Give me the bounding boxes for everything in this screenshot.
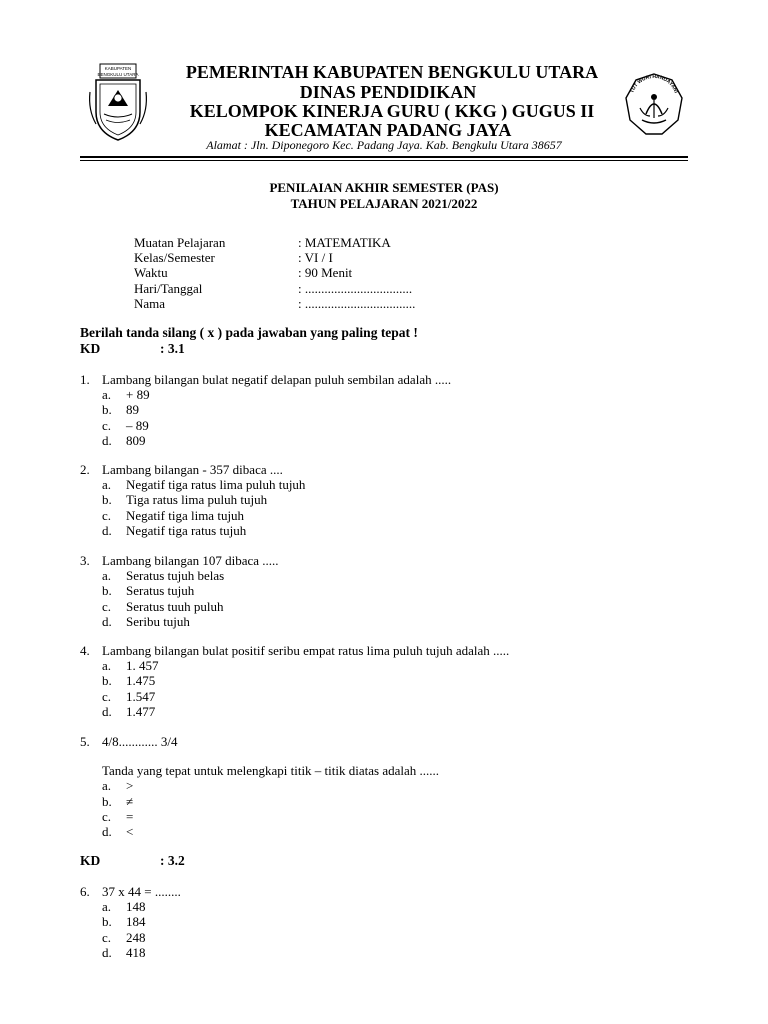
question-text: 4/8............ 3/4 (102, 734, 178, 749)
info-row (134, 281, 415, 296)
letterhead-rule-thick (80, 156, 688, 158)
kd-heading-2 (80, 853, 185, 869)
question-6 (80, 884, 181, 960)
kd-label: KD (80, 341, 101, 356)
instruction: Berilah tanda silang ( x ) pada jawaban yang paling tepat ! (80, 325, 418, 340)
option-c[interactable]: c. = (102, 808, 134, 824)
question-4 (80, 643, 509, 719)
option-b[interactable]: b. ≠ (102, 793, 134, 809)
question-3 (80, 553, 279, 629)
info-value: : 90 Menit (298, 265, 353, 281)
option-a[interactable]: a. > (102, 778, 134, 794)
question-text: 37 x 44 = ........ (102, 884, 181, 899)
info-row (134, 235, 415, 250)
option-d[interactable]: d. Seribu tujuh (102, 613, 190, 629)
option-c[interactable]: c. Seratus tuuh puluh (102, 598, 224, 614)
option-c[interactable]: c. Negatif tiga lima tujuh (102, 507, 245, 523)
letterhead-address: Alamat : Jln. Diponegoro Kec. Padang Jaya. Kab. Bengkulu Utara 38657 (206, 138, 562, 152)
question-number: 1. (80, 372, 90, 387)
question-number: 2. (80, 462, 90, 477)
option-b[interactable]: b. Tiga ratus lima puluh tujuh (102, 492, 268, 508)
kd-value: : 3.2 (160, 853, 185, 868)
question-text: Lambang bilangan bulat negatif delapan puluh sembilan adalah ..... (102, 372, 452, 387)
info-value: : ................................. (298, 280, 413, 296)
kd-label: KD (80, 853, 101, 868)
svg-text:KABUPATEN: KABUPATEN (104, 66, 132, 71)
svg-text:TUT WURI HANDAYANI: TUT WURI HANDAYANI (629, 73, 679, 94)
info-label: Muatan Pelajaran (134, 235, 226, 250)
info-label: Nama (134, 295, 166, 311)
letterhead-line-1: PEMERINTAH KABUPATEN BENGKULU UTARA (185, 62, 599, 82)
question-text: Lambang bilangan - 357 dibaca .... (102, 462, 283, 477)
question-number: 3. (80, 553, 90, 568)
info-label: Kelas/Semester (134, 250, 215, 266)
kd-heading-1 (80, 341, 185, 357)
option-a[interactable]: a. 148 (102, 899, 146, 915)
info-row (134, 265, 415, 280)
info-value: : MATEMATIKA (298, 235, 391, 250)
option-b[interactable]: b. 89 (102, 402, 139, 418)
option-d[interactable]: d. 809 (102, 432, 146, 448)
option-c[interactable]: c. – 89 (102, 417, 149, 433)
option-b[interactable]: b. Seratus tujuh (102, 583, 195, 599)
letterhead-line-3: KELOMPOK KINERJA GURU ( KKG ) GUGUS II (189, 101, 595, 121)
info-label: Hari/Tanggal (134, 280, 203, 296)
option-a[interactable]: a. Negatif tiga ratus lima puluh tujuh (102, 477, 306, 493)
letterhead-line-2: DINAS PENDIDIKAN (299, 82, 477, 102)
option-a[interactable]: a. Seratus tujuh belas (102, 568, 225, 584)
option-d[interactable]: d. < (102, 824, 134, 840)
question-number: 5. (80, 734, 90, 749)
question-2 (80, 462, 305, 538)
info-row (134, 296, 415, 311)
info-row (134, 250, 415, 265)
question-number: 6. (80, 884, 90, 899)
letterhead-line-4: KECAMATAN PADANG JAYA (264, 120, 512, 140)
question-text: Lambang bilangan 107 dibaca ..... (102, 553, 279, 568)
option-c[interactable]: c. 1.547 (102, 688, 156, 704)
option-d[interactable]: d. Negatif tiga ratus tujuh (102, 522, 247, 538)
option-d[interactable]: d. 418 (102, 944, 146, 960)
option-c[interactable]: c. 248 (102, 929, 146, 945)
question-note: Tanda yang tepat untuk melengkapi titik – titik diatas adalah ...... (102, 763, 440, 779)
letterhead-rule-thin (80, 160, 688, 161)
tut-wuri-handayani-icon (622, 70, 686, 140)
svg-text:BENGKULU UTARA: BENGKULU UTARA (97, 72, 139, 77)
exam-year: TAHUN PELAJARAN 2021/2022 (290, 196, 478, 211)
option-b[interactable]: b. 1.475 (102, 673, 156, 689)
info-value: : .................................. (298, 295, 416, 311)
option-a[interactable]: a. + 89 (102, 387, 150, 403)
exam-title: PENILAIAN AKHIR SEMESTER (PAS) (269, 180, 499, 195)
question-5 (80, 734, 439, 839)
option-b[interactable]: b. 184 (102, 914, 146, 930)
question-text: Lambang bilangan bulat positif seribu empat ratus lima puluh tujuh adalah ..... (102, 643, 510, 658)
info-label: Waktu (134, 265, 168, 281)
info-value: : VI / I (298, 250, 333, 266)
kd-value: : 3.1 (160, 341, 185, 356)
option-d[interactable]: d. 1.477 (102, 703, 156, 719)
question-number: 4. (80, 643, 90, 658)
question-1 (80, 372, 451, 448)
exam-info-table (134, 235, 415, 311)
option-a[interactable]: a. 1. 457 (102, 658, 159, 674)
